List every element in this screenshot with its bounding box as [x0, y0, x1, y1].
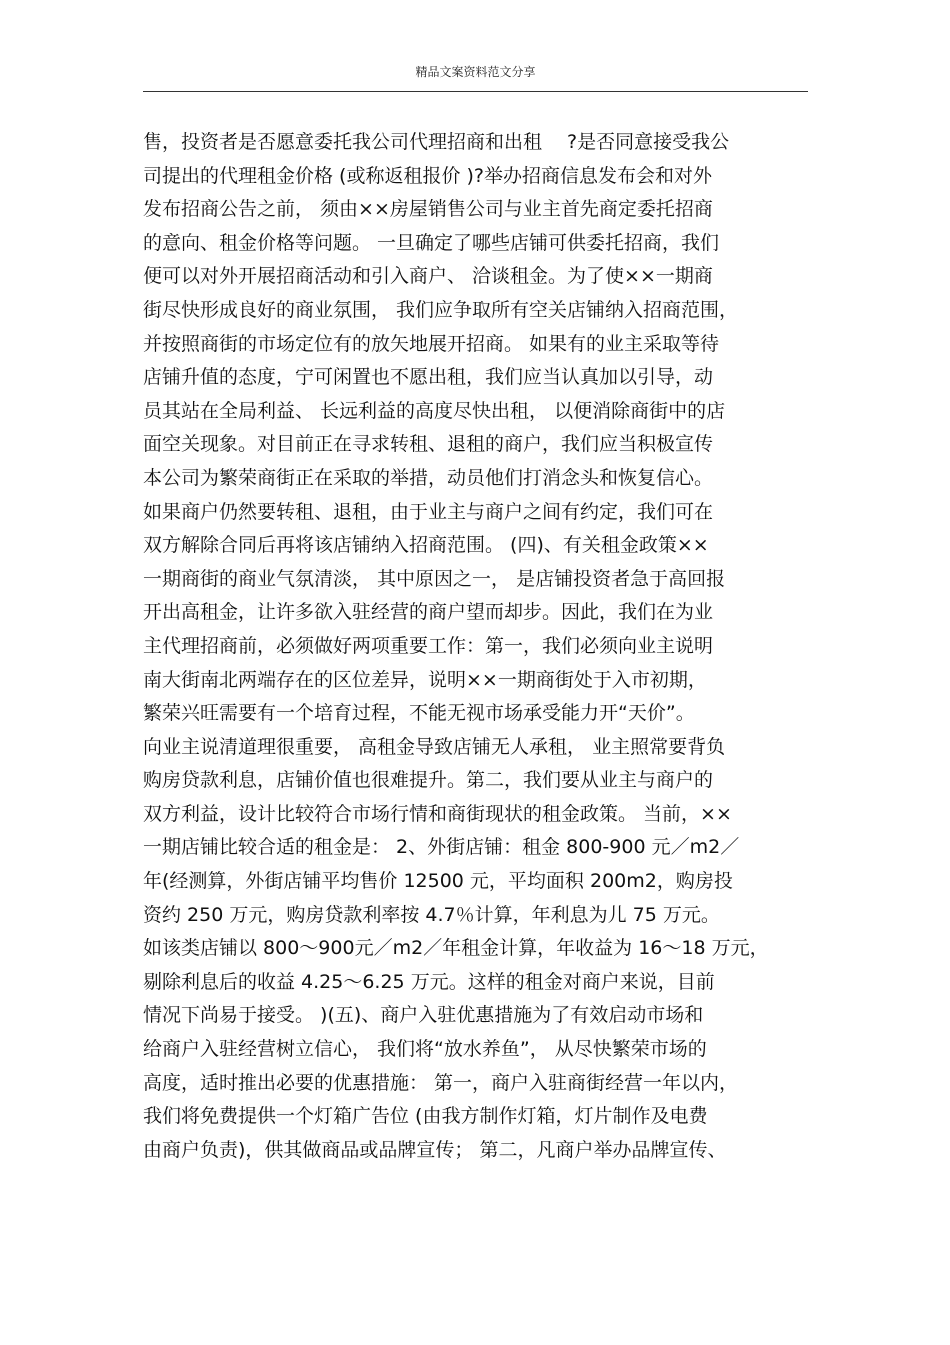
text-line: 店铺升值的态度，宁可闲置也不愿出租，我们应当认真加以引导，动: [143, 366, 714, 389]
text-line: 并按照商街的市场定位有的放矢地展开招商。 如果有的业主采取等待: [143, 332, 720, 355]
text-line: 向业主说清道理很重要， 高租金导致店铺无人承租， 业主照常要背负: [143, 735, 726, 758]
text-line: 情况下尚易于接受。 )(五)、商户入驻优惠措施为了有效启动市场和: [143, 1004, 704, 1027]
text-line: 高度，适时推出必要的优惠措施： 第一，商户入驻商街经营一年以内，: [143, 1071, 739, 1094]
document-body: [143, 126, 823, 1167]
text-line: 南大街南北两端存在的区位差异，说明××一期商街处于入市初期，: [143, 668, 707, 691]
text-line: 司提出的代理租金价格 (或称返租报价 )?举办招商信息发布会和对外: [143, 164, 712, 187]
text-line: 如该类店铺以 800～900元／m2／年租金计算，年收益为 16～18 万元，: [143, 937, 769, 960]
text-line: 开出高租金，让许多欲入驻经营的商户望而却步。因此，我们在为业: [143, 601, 714, 624]
text-line: 购房贷款利息，店铺价值也很难提升。第二，我们要从业主与商户的: [143, 769, 714, 792]
text-line: 如果商户仍然要转租、退租，由于业主与商户之间有约定，我们可在: [143, 500, 714, 523]
text-line: 给商户入驻经营树立信心， 我们将“放水养鱼”， 从尽快繁荣市场的: [143, 1038, 707, 1061]
text-line: 双方利益，设计比较符合市场行情和商街现状的租金政策。 当前，××: [143, 802, 732, 825]
text-line: 资约 250 万元，购房贷款利率按 4.7％计算，年利息为儿 75 万元。: [143, 903, 720, 926]
header-divider: [143, 91, 808, 92]
text-line: 街尽快形成良好的商业氛围， 我们应争取所有空关店铺纳入招商范围，: [143, 298, 739, 321]
text-line: 一期商街的商业气氛清淡， 其中原因之一， 是店铺投资者急于高回报: [143, 567, 726, 590]
text-line: 由商户负责)，供其做商品或品牌宣传； 第二，凡商户举办品牌宣传、: [143, 1138, 727, 1161]
text-line: 便可以对外开展招商活动和引入商户、 洽谈租金。为了使××一期商: [143, 265, 713, 288]
text-line: 面空关现象。对目前正在寻求转租、退租的商户，我们应当积极宣传: [143, 433, 714, 456]
text-line: 本公司为繁荣商街正在采取的举措，动员他们打消念头和恢复信心。: [143, 466, 714, 489]
text-line: 的意向、租金价格等问题。 一旦确定了哪些店铺可供委托招商，我们: [143, 231, 720, 254]
text-line: 一期店铺比较合适的租金是： 2、外街店铺：租金 800-900 元／m2／: [143, 836, 740, 859]
text-line: 售，投资者是否愿意委托我公司代理招商和出租 ?是否同意接受我公: [143, 131, 730, 153]
text-line: 发布招商公告之前， 须由××房屋销售公司与业主首先商定委托招商: [143, 198, 713, 221]
text-line: 我们将免费提供一个灯箱广告位 (由我方制作灯箱，灯片制作及电费: [143, 1105, 708, 1128]
text-line: 主代理招商前，必须做好两项重要工作：第一，我们必须向业主说明: [143, 634, 714, 657]
page-header: 精品文案资料范文分享: [415, 65, 536, 79]
text-line: 员其站在全局利益、 长远利益的高度尽快出租， 以便消除商街中的店: [143, 399, 726, 422]
text-line: 年(经测算，外街店铺平均售价 12500 元，平均面积 200m2，购房投: [143, 870, 733, 893]
text-line: 双方解除合同后再将该店铺纳入招商范围。 (四)、有关租金政策××: [143, 534, 709, 557]
text-line: 繁荣兴旺需要有一个培育过程，不能无视市场承受能力开“天价”。: [143, 702, 695, 725]
text-line: 剔除利息后的收益 4.25～6.25 万元。这样的租金对商户来说，目前: [143, 970, 715, 993]
